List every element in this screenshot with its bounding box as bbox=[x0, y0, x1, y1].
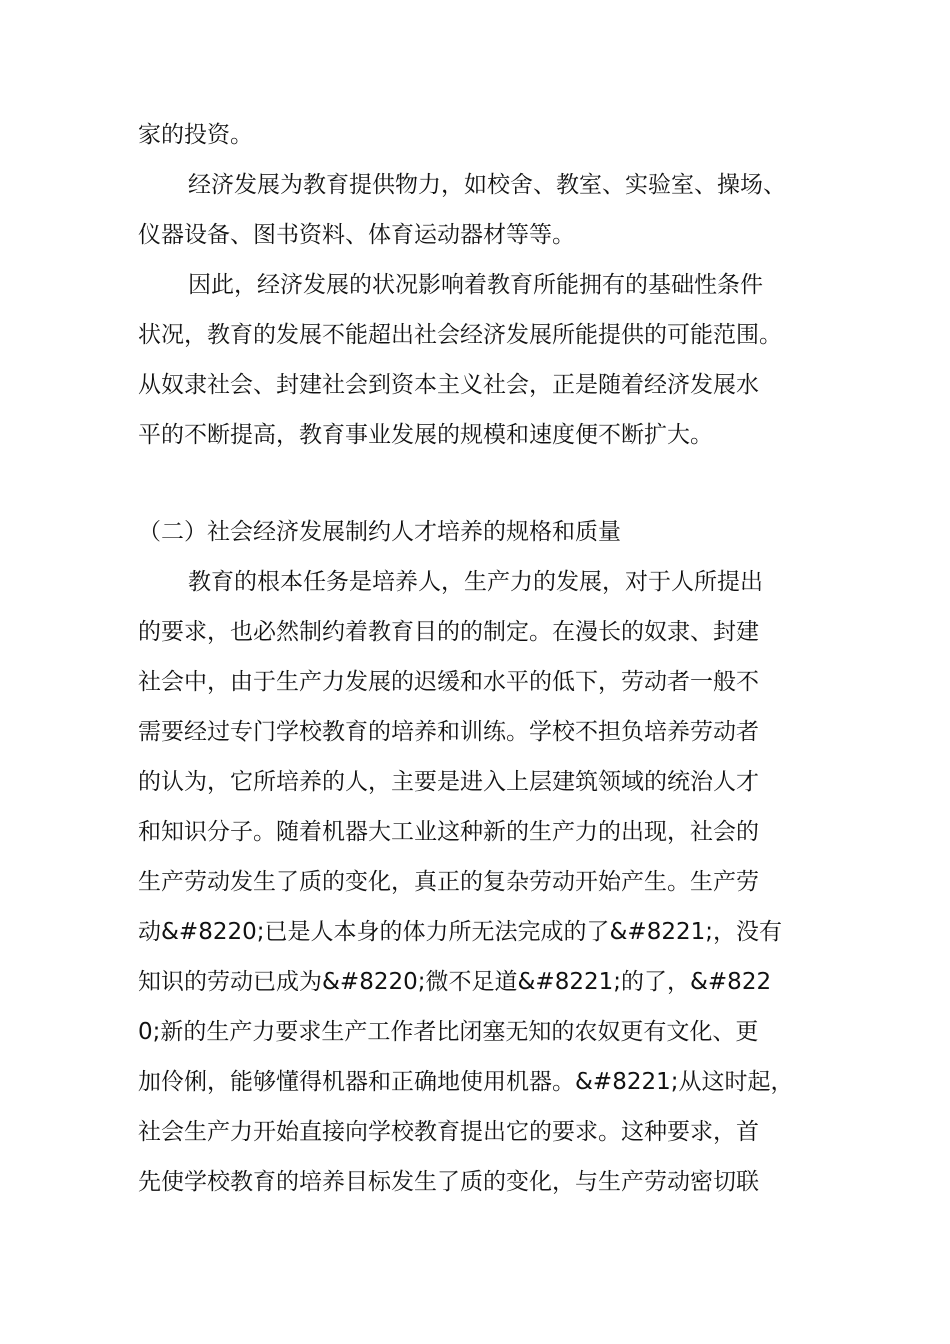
text-line: 先使学校教育的培养目标发生了质的变化，与生产劳动密切联 bbox=[138, 1169, 759, 1195]
text-line: 仪器设备、图书资料、体育运动器材等等。 bbox=[138, 222, 575, 248]
text-line: 动&#8220;已是人本身的体力所无法完成的了&#8221;，没有 bbox=[138, 919, 782, 945]
text-line: 平的不断提高，教育事业发展的规模和速度便不断扩大。 bbox=[138, 422, 713, 448]
text-line: 需要经过专门学校教育的培养和训练。学校不担负培养劳动者 bbox=[138, 719, 759, 745]
text-line: 社会生产力开始直接向学校教育提出它的要求。这种要求，首 bbox=[138, 1119, 759, 1145]
text-line: 从奴隶社会、封建社会到资本主义社会，正是随着经济发展水 bbox=[138, 372, 759, 398]
section-heading: （二）社会经济发展制约人才培养的规格和质量 bbox=[138, 519, 621, 545]
text-line: 社会中，由于生产力发展的迟缓和水平的低下，劳动者一般不 bbox=[138, 669, 759, 695]
text-line: 知识的劳动已成为&#8220;微不足道&#8221;的了，&#822 bbox=[138, 969, 772, 995]
text-line: 的认为，它所培养的人，主要是进入上层建筑领域的统治人才 bbox=[138, 769, 759, 795]
text-line: 状况，教育的发展不能超出社会经济发展所能提供的可能范围。 bbox=[138, 322, 782, 348]
text-line: 加伶俐，能够懂得机器和正确地使用机器。&#8221;从这时起， bbox=[138, 1069, 794, 1095]
text-line: 和知识分子。随着机器大工业这种新的生产力的出现，社会的 bbox=[138, 819, 759, 845]
text-line: 因此，经济发展的状况影响着教育所能拥有的基础性条件 bbox=[188, 272, 763, 298]
text-line: 0;新的生产力要求生产工作者比闭塞无知的农奴更有文化、更 bbox=[138, 1019, 759, 1045]
text-line: 生产劳动发生了质的变化，真正的复杂劳动开始产生。生产劳 bbox=[138, 869, 759, 895]
text-line: 的要求，也必然制约着教育目的的制定。在漫长的奴隶、封建 bbox=[138, 619, 759, 645]
text-line: 教育的根本任务是培养人，生产力的发展，对于人所提出 bbox=[188, 569, 763, 595]
text-line: 家的投资。 bbox=[138, 122, 253, 148]
text-line: 经济发展为教育提供物力，如校舍、教室、实验室、操场、 bbox=[188, 172, 786, 198]
